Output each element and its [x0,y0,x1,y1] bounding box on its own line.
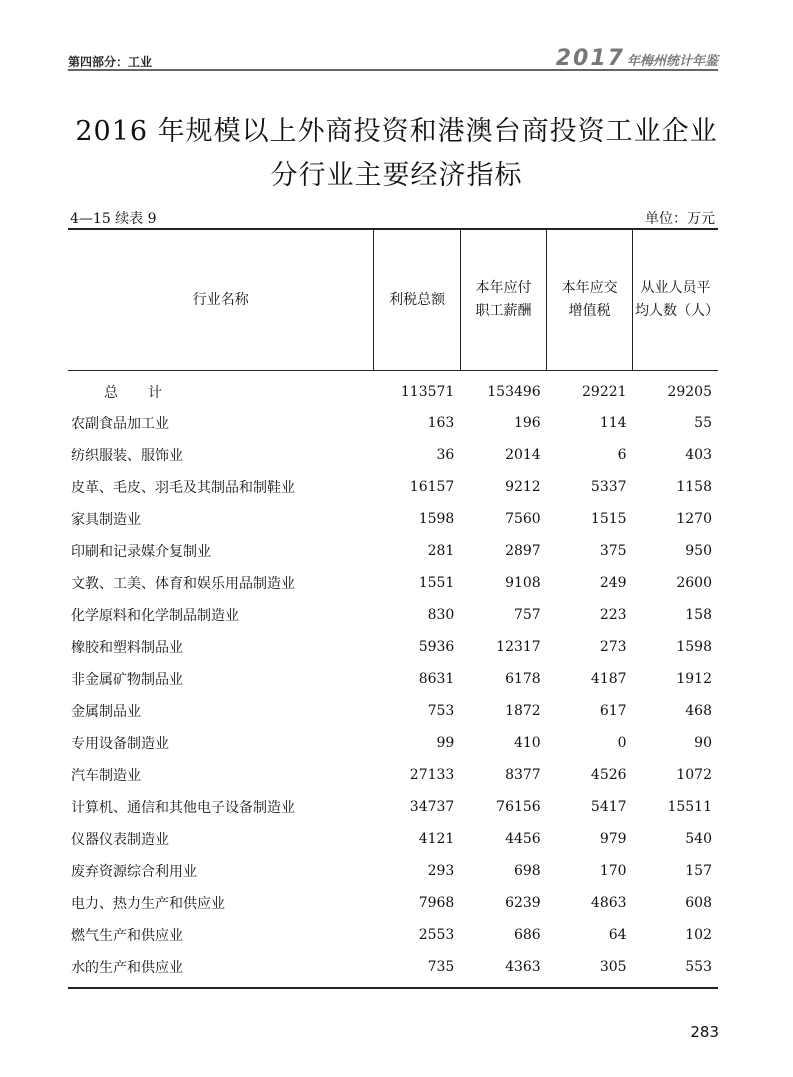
table-row [68,791,718,823]
page-number: 283 [690,1023,719,1041]
table-cell: 8377 [505,767,541,783]
table-cell: 1270 [676,511,712,527]
table-cell: 29205 [667,384,712,400]
table-cell: 2553 [418,927,455,943]
column-header-payroll: 本年应付 职工薪酬 [460,229,546,371]
table-cell: 698 [513,863,541,879]
yearbook-mark [556,46,718,71]
industry-name: 电力、热力生产和供应业 [71,896,225,912]
total-row [68,371,718,408]
industry-name: 印刷和记录媒介复制业 [71,544,211,560]
table-cell: 16157 [409,479,455,495]
table-cell: 273 [599,639,627,655]
page-title-line-2: 分行业主要经济指标 [270,160,523,191]
table-row [68,695,718,727]
industry-name: 皮革、毛皮、羽毛及其制品和制鞋业 [71,480,295,496]
table-cell: 114 [599,415,627,431]
table-cell: 34737 [409,799,455,815]
table-cell: 735 [374,951,460,988]
industry-name: 金属制品业 [71,704,141,720]
table-row [68,439,718,471]
table-cell: 9108 [505,575,541,591]
table-cell: 403 [685,447,712,463]
industry-name: 废弃资源综合利用业 [71,864,197,880]
table-cell: 29221 [582,384,627,400]
table-cell: 90 [694,735,712,751]
table-cell: 2600 [676,575,712,591]
table-row [68,535,718,567]
table-cell: 64 [608,927,627,943]
table-row [68,567,718,599]
table-cell: 7968 [418,895,455,911]
column-header-profit-tax: 利税总额 [374,229,460,371]
table-cell: 1598 [676,639,712,655]
table-cell: 540 [685,831,712,847]
yearbook-title: 年梅州统计年鉴 [626,54,718,69]
industry-name: 汽车制造业 [71,768,141,784]
table-row [68,503,718,535]
table-cell: 305 [547,951,633,988]
table-cell: 9212 [505,479,541,495]
table-cell: 979 [599,831,627,847]
table-cell: 6239 [505,895,541,911]
table-cell: 757 [513,607,541,623]
table-cell: 617 [599,703,627,719]
table-cell: 4456 [505,831,541,847]
table-row [68,599,718,631]
table-cell: 113571 [400,384,455,400]
table-cell: 249 [599,575,627,591]
total-label: 总 计 [104,385,162,401]
industry-name: 仪器仪表制造业 [71,832,169,848]
table-cell: 281 [427,543,455,559]
table-cell: 102 [685,927,712,943]
table-cell: 950 [685,543,712,559]
industry-name: 农副食品加工业 [71,416,169,432]
column-header-vat: 本年应交 增值税 [547,229,633,371]
page-title-line-1: 2016 年规模以上外商投资和港澳台商投资工业企业 [75,116,718,147]
table-cell: 5337 [590,479,627,495]
section-label: 第四部分：工业 [68,55,153,69]
table-cell: 153496 [487,384,541,400]
yearbook-year: 2017 [555,46,625,71]
table-cell: 1072 [676,767,712,783]
statistics-table [68,228,718,989]
table-cell: 1158 [676,479,712,495]
table-cell: 1551 [418,575,455,591]
table-cell: 4863 [590,895,627,911]
table-cell: 2897 [505,543,541,559]
table-cell: 15511 [667,799,712,815]
table-row [68,759,718,791]
header-rule [68,69,718,71]
table-cell: 8631 [418,671,455,687]
industry-name: 水的生产和供应业 [68,951,374,988]
table-row [68,407,718,439]
table-cell: 4187 [590,671,627,687]
table-cell: 468 [685,703,712,719]
table-cell: 410 [513,735,541,751]
table-row [68,663,718,695]
industry-name: 纺织服装、服饰业 [71,448,183,464]
column-header-industry: 行业名称 [68,229,374,371]
industry-name: 非金属矿物制品业 [71,672,183,688]
industry-name: 橡胶和塑料制品业 [71,640,183,656]
table-number: 4—15 续表 9 [70,211,157,227]
table-cell: 1515 [590,511,627,527]
table-cell: 0 [617,735,627,751]
unit-label: 单位：万元 [645,211,715,227]
table-cell: 1872 [505,703,541,719]
table-cell: 27133 [409,767,455,783]
industry-name: 燃气生产和供应业 [71,928,183,944]
industry-name: 化学原料和化学制品制造业 [71,608,239,624]
table-cell: 36 [436,447,455,463]
table-cell: 1598 [418,511,455,527]
table-cell: 7560 [505,511,541,527]
table-cell: 6178 [505,671,541,687]
industry-name: 专用设备制造业 [71,736,169,752]
industry-name: 家具制造业 [71,512,141,528]
table-cell: 170 [599,863,627,879]
table-cell: 2014 [505,447,541,463]
table-cell: 293 [427,863,455,879]
table-row [68,727,718,759]
table-cell: 4121 [418,831,455,847]
table-cell: 196 [513,415,541,431]
table-cell: 5417 [590,799,627,815]
table-row [68,887,718,919]
table-row [68,855,718,887]
column-header-employees: 从业人员平 均人数（人） [633,229,718,371]
table-cell: 158 [685,607,712,623]
table-row [68,823,718,855]
table-cell: 553 [633,951,718,988]
table-cell: 686 [513,927,541,943]
table-cell: 830 [427,607,455,623]
table-cell: 608 [685,895,712,911]
table-cell: 223 [599,607,627,623]
table-cell: 375 [599,543,627,559]
table-cell: 157 [685,863,712,879]
table-row [68,919,718,951]
industry-name: 计算机、通信和其他电子设备制造业 [71,800,295,816]
industry-name: 文教、工美、体育和娱乐用品制造业 [71,576,295,592]
header-row [68,229,718,371]
table-row [68,631,718,663]
table-cell: 1912 [676,671,712,687]
table-row [68,951,718,988]
table-cell: 6 [617,447,627,463]
table-cell: 163 [427,415,455,431]
table-cell: 76156 [496,799,541,815]
table-cell: 4526 [590,767,627,783]
table-cell: 55 [694,415,712,431]
table-cell: 4363 [460,951,546,988]
table-row [68,471,718,503]
table-cell: 12317 [496,639,541,655]
table-cell: 5936 [418,639,455,655]
table-cell: 99 [436,735,455,751]
table-cell: 753 [427,703,455,719]
